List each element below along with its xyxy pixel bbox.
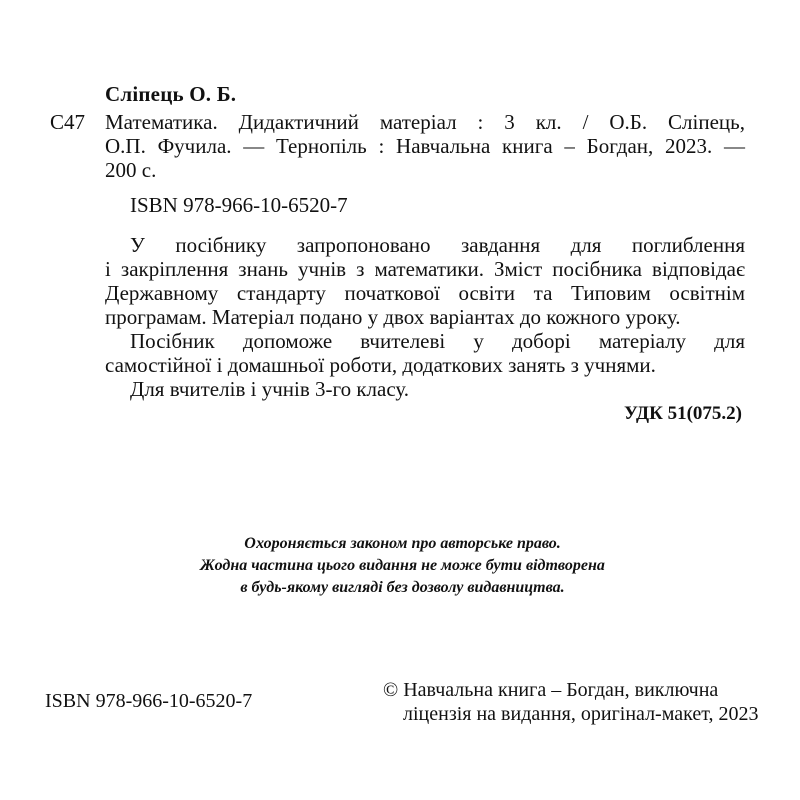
- udk-code: УДК 51(075.2): [623, 403, 742, 424]
- biblio-line: 200 с.: [105, 158, 157, 182]
- copyright-line: ліцензія на видання, оригінал-макет, 2023: [403, 703, 759, 725]
- copyright-notice: [200, 533, 605, 599]
- annotation-line: Державному стандарту початкової освіти та Типовим освітнім: [105, 281, 745, 305]
- annotation-line: Для вчителів і учнів 3-го класу.: [130, 377, 410, 401]
- author-name: Сліпець О. Б.: [105, 82, 237, 106]
- annotation-line: У посібнику запропоновано завдання для поглиблення: [130, 233, 745, 257]
- annotation: [105, 233, 745, 401]
- biblio-line: Математика. Дидактичний матеріал : 3 кл. / О.Б. Сліпець,: [105, 110, 745, 134]
- annotation-line: самостійної і домашньої роботи, додаткових занять з учнями.: [105, 353, 656, 377]
- isbn-bottom: ISBN 978-966-10-6520-7: [45, 690, 253, 712]
- classification-code: С47: [50, 110, 86, 134]
- bibliographic-description: [105, 110, 745, 182]
- annotation-line: і закріплення знань учнів з математики. Зміст посібника відповідає: [105, 257, 745, 281]
- copyright-line: © Навчальна книга – Богдан, виключна: [383, 679, 719, 701]
- biblio-line: О.П. Фучила. — Тернопіль : Навчальна книга – Богдан, 2023. —: [105, 134, 745, 158]
- copyright-notice-line: в будь-якому вигляді без дозволу видавництва.: [240, 579, 565, 596]
- copyright: [383, 678, 758, 726]
- annotation-line: програмам. Матеріал подано у двох варіантах до кожного уроку.: [105, 305, 681, 329]
- copyright-notice-line: Охороняється законом про авторське право.: [244, 535, 561, 552]
- annotation-line: Посібник допоможе вчителеві у доборі матеріалу для: [130, 329, 745, 353]
- copyright-notice-line: Жодна частина цього видання не може бути відтворена: [200, 557, 605, 574]
- isbn-main: ISBN 978-966-10-6520-7: [130, 193, 348, 217]
